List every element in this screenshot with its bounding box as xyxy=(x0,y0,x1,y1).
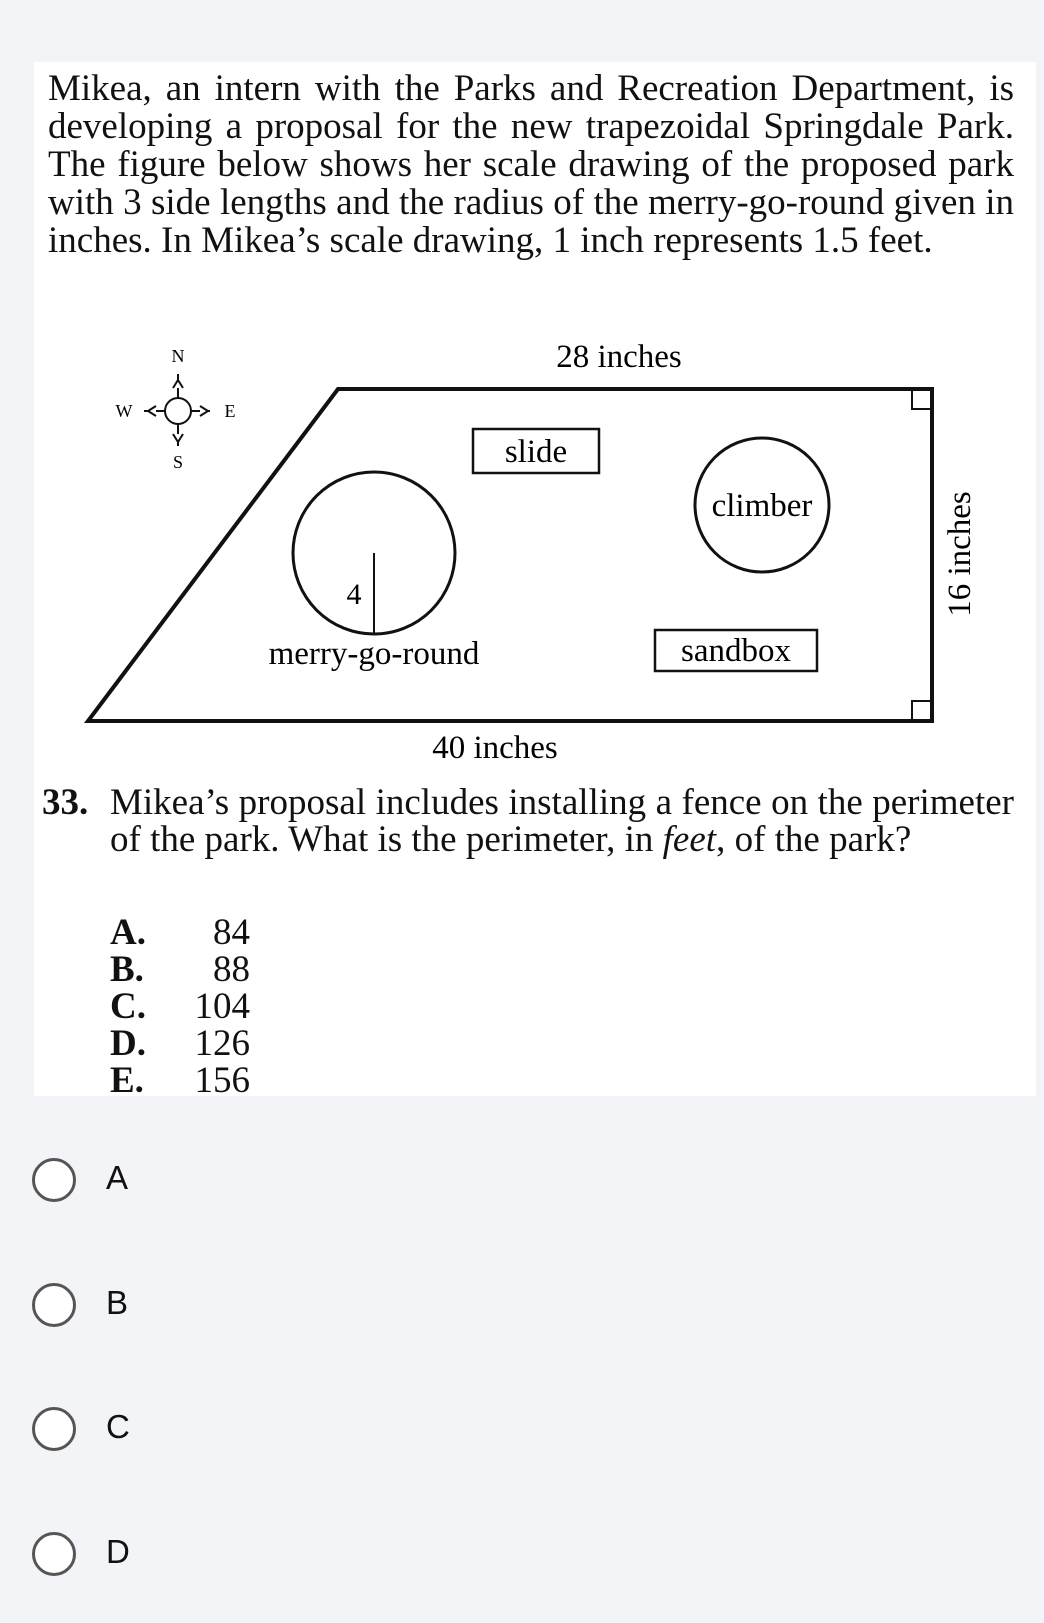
question-text-italic: feet xyxy=(662,819,717,860)
compass-south-label: S xyxy=(172,452,184,472)
option-value: 88 xyxy=(213,949,250,990)
option-a xyxy=(110,914,310,951)
question-text-part1: Mikea’s proposal includes installing a fence on the perimeter of the park. What is the perimeter, in xyxy=(110,782,1014,860)
answer-choice-d[interactable] xyxy=(32,1521,332,1581)
option-value: 84 xyxy=(213,912,250,953)
climber-label: climber xyxy=(711,488,813,524)
right-angle-marker-top xyxy=(912,389,932,409)
option-letter: C. xyxy=(110,986,146,1027)
radio-button-c[interactable] xyxy=(32,1407,76,1451)
option-letter: A. xyxy=(110,912,146,953)
option-e xyxy=(110,1062,310,1096)
compass-north-label: N xyxy=(171,346,185,366)
radio-button-d[interactable] xyxy=(32,1532,76,1576)
top-length-label: 28 inches xyxy=(556,339,682,375)
option-value: 156 xyxy=(194,1060,250,1096)
option-value: 126 xyxy=(194,1023,250,1064)
option-letter: E. xyxy=(110,1060,144,1096)
compass-icon xyxy=(144,374,210,446)
answer-label-a: A xyxy=(106,1159,129,1196)
option-b xyxy=(110,951,310,988)
option-value: 104 xyxy=(194,986,250,1027)
option-letter: D. xyxy=(110,1023,146,1064)
right-length-label: 16 inches xyxy=(942,491,978,617)
option-d xyxy=(110,1025,310,1062)
answer-choice-b[interactable] xyxy=(32,1272,332,1332)
answer-label-c: C xyxy=(106,1408,130,1445)
radio-button-b[interactable] xyxy=(32,1283,76,1327)
answer-label-b: B xyxy=(106,1284,129,1321)
answer-label-d: D xyxy=(106,1533,130,1570)
radio-button-a[interactable] xyxy=(32,1158,76,1202)
option-letter: B. xyxy=(110,949,144,990)
slide-label: slide xyxy=(504,434,568,470)
question-text-part2: , of the park? xyxy=(716,819,912,860)
radius-label: 4 xyxy=(346,578,362,611)
option-list xyxy=(110,914,310,1096)
sandbox-label: sandbox xyxy=(681,633,791,669)
question-text xyxy=(110,784,1014,858)
bottom-length-label: 40 inches xyxy=(432,730,558,766)
answer-choice-a[interactable] xyxy=(32,1147,332,1207)
right-angle-marker-bottom xyxy=(912,701,932,721)
merry-go-round-label: merry-go-round xyxy=(268,636,480,672)
answer-choice-c[interactable] xyxy=(32,1396,332,1456)
question-number: 33. xyxy=(42,782,89,823)
compass-west-label: W xyxy=(115,401,133,421)
question-image xyxy=(34,62,1036,1096)
option-c xyxy=(110,988,310,1025)
question-intro: Mikea, an intern with the Parks and Recreation Department, is developing a proposal for the new trapezoidal Springdale Park. The figure below shows her scale drawing of the proposed park with 3 side lengths and the radius of the merry-go-round given in inches. In Mikea’s scale drawing, 1 inch represents 1.5 feet. xyxy=(48,68,1014,261)
compass-east-label: E xyxy=(224,401,236,421)
